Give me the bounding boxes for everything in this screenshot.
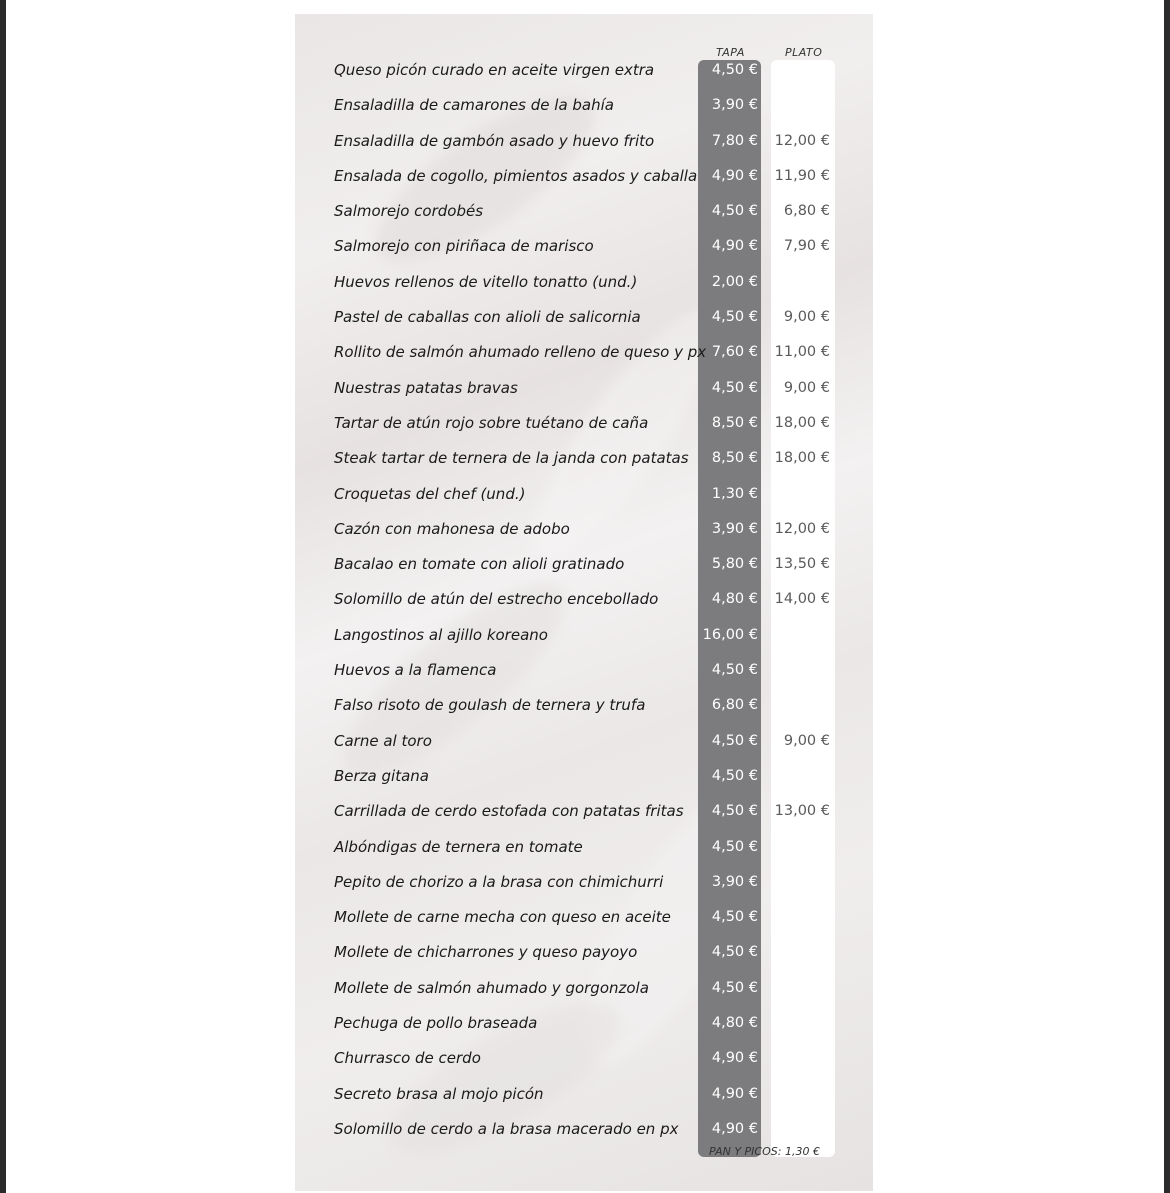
- menu-item-row: [295, 584, 873, 619]
- tapa-price: 3,90 €: [711, 97, 758, 114]
- tapa-price: 4,50 €: [711, 838, 758, 855]
- tapa-price: 4,50 €: [711, 662, 758, 679]
- menu-item-row: [295, 1114, 873, 1149]
- dish-name: Rollito de salmón ahumado relleno de queso y px: [334, 343, 707, 362]
- dish-name: Croquetas del chef (und.): [334, 484, 526, 503]
- dish-name: Churrasco de cerdo: [334, 1049, 481, 1068]
- tapa-price: 1,30 €: [711, 485, 758, 502]
- menu-item-row: [295, 1008, 873, 1043]
- left-frame-border: [0, 0, 6, 1193]
- menu-item-row: [295, 267, 873, 302]
- menu-item-row: [295, 90, 873, 125]
- plato-price: 11,00 €: [774, 344, 830, 361]
- tapa-price: 4,50 €: [711, 203, 758, 220]
- menu-item-row: [295, 549, 873, 584]
- plato-price: 7,90 €: [783, 238, 830, 255]
- dish-name: Queso picón curado en aceite virgen extra: [334, 61, 655, 79]
- menu-item-row: [295, 479, 873, 514]
- menu-item-row: [295, 832, 873, 867]
- tapa-price: 4,90 €: [711, 1085, 758, 1102]
- dish-name: Carrillada de cerdo estofada con patatas fritas: [334, 802, 684, 821]
- plato-price: 13,00 €: [774, 803, 830, 820]
- menu-item-row: [295, 796, 873, 831]
- menu-item-row: [295, 690, 873, 725]
- menu-item-row: [295, 161, 873, 196]
- plato-price: 14,00 €: [774, 591, 830, 608]
- dish-name: Huevos a la flamenca: [334, 661, 497, 680]
- menu-item-row: [295, 1043, 873, 1078]
- tapa-price: 4,80 €: [711, 591, 758, 608]
- dish-name: Pepito de chorizo a la brasa con chimichurri: [334, 872, 664, 891]
- dish-name: Huevos rellenos de vitello tonatto (und.): [334, 272, 638, 291]
- tapa-price: 4,50 €: [711, 909, 758, 926]
- menu-card: [295, 14, 873, 1191]
- plato-price: 12,00 €: [774, 132, 830, 149]
- tapa-price: 4,90 €: [711, 1050, 758, 1067]
- tapa-price: 4,50 €: [711, 309, 758, 326]
- dish-name: Mollete de chicharrones y queso payoyo: [334, 943, 638, 962]
- tapa-price: 4,50 €: [711, 767, 758, 784]
- dish-name: Nuestras patatas bravas: [334, 378, 518, 397]
- tapa-price: 3,90 €: [711, 520, 758, 537]
- tapa-price: 8,50 €: [711, 414, 758, 431]
- plato-price: 13,50 €: [774, 556, 830, 573]
- dish-name: Langostinos al ajillo koreano: [334, 625, 548, 644]
- menu-item-row: [295, 302, 873, 337]
- menu-item-row: [295, 443, 873, 478]
- plato-price: 9,00 €: [783, 309, 830, 326]
- menu-item-row: [295, 196, 873, 231]
- menu-item-row: [295, 514, 873, 549]
- dish-name: Ensaladilla de gambón asado y huevo frito: [334, 131, 655, 150]
- menu-item-row: [295, 126, 873, 161]
- dish-name: Secreto brasa al mojo picón: [334, 1084, 544, 1103]
- dish-name: Steak tartar de ternera de la janda con patatas: [334, 449, 689, 468]
- tapa-price: 2,00 €: [711, 273, 758, 290]
- dish-name: Mollete de carne mecha con queso en aceite: [334, 908, 671, 927]
- plato-price: 9,00 €: [783, 379, 830, 396]
- tapa-price: 16,00 €: [702, 626, 758, 643]
- menu-item-row: [295, 1079, 873, 1114]
- plato-price: 6,80 €: [783, 203, 830, 220]
- menu-item-row: [295, 337, 873, 372]
- tapa-price: 4,90 €: [711, 167, 758, 184]
- tapa-price: 4,50 €: [711, 944, 758, 961]
- tapa-price: 5,80 €: [711, 556, 758, 573]
- tapa-price: 6,80 €: [711, 697, 758, 714]
- bread-footnote: PAN Y PICOS: 1,30 €: [709, 1145, 820, 1158]
- dish-name: Salmorejo cordobés: [334, 202, 484, 221]
- dish-name: Falso risoto de goulash de ternera y trufa: [334, 696, 646, 715]
- menu-item-row: [295, 937, 873, 972]
- dish-name: Cazón con mahonesa de adobo: [334, 519, 570, 538]
- tapa-price: 7,60 €: [711, 344, 758, 361]
- menu-item-row: [295, 726, 873, 761]
- menu-item-row: [295, 55, 873, 90]
- right-frame-border: [1164, 0, 1170, 1193]
- tapa-price: 4,50 €: [711, 379, 758, 396]
- tapa-price: 4,80 €: [711, 1015, 758, 1032]
- tapa-price: 8,50 €: [711, 450, 758, 467]
- plato-price: 12,00 €: [774, 520, 830, 537]
- dish-name: Pechuga de pollo braseada: [334, 1014, 538, 1033]
- tapa-price: 3,90 €: [711, 873, 758, 890]
- dish-name: Carne al toro: [334, 731, 432, 750]
- dish-name: Mollete de salmón ahumado y gorgonzola: [334, 978, 649, 997]
- menu-item-list: [295, 55, 873, 1149]
- menu-item-row: [295, 620, 873, 655]
- tapa-price: 4,50 €: [711, 803, 758, 820]
- menu-item-row: [295, 655, 873, 690]
- dish-name: Ensalada de cogollo, pimientos asados y caballa: [334, 166, 698, 185]
- dish-name: Bacalao en tomate con alioli gratinado: [334, 555, 625, 574]
- tapa-header: TAPA: [716, 46, 745, 59]
- dish-name: Salmorejo con piriñaca de marisco: [334, 237, 594, 256]
- dish-name: Solomillo de atún del estrecho encebollado: [334, 590, 659, 609]
- dish-name: Berza gitana: [334, 766, 429, 785]
- menu-item-row: [295, 761, 873, 796]
- dish-name: Ensaladilla de camarones de la bahía: [334, 96, 614, 115]
- menu-item-row: [295, 408, 873, 443]
- dish-name: Pastel de caballas con alioli de salicornia: [334, 308, 641, 327]
- plato-price: 18,00 €: [774, 414, 830, 431]
- plato-price: 18,00 €: [774, 450, 830, 467]
- plato-header: PLATO: [785, 46, 823, 59]
- tapa-price: 4,90 €: [711, 1120, 758, 1137]
- tapa-price: 7,80 €: [711, 132, 758, 149]
- plato-price: 9,00 €: [783, 732, 830, 749]
- menu-item-row: [295, 902, 873, 937]
- tapa-price: 4,50 €: [711, 979, 758, 996]
- tapa-price: 4,50 €: [711, 62, 758, 78]
- dish-name: Albóndigas de ternera en tomate: [334, 837, 583, 856]
- dish-name: Solomillo de cerdo a la brasa macerado en px: [334, 1119, 679, 1138]
- menu-item-row: [295, 373, 873, 408]
- tapa-price: 4,90 €: [711, 238, 758, 255]
- menu-item-row: [295, 231, 873, 266]
- dish-name: Tartar de atún rojo sobre tuétano de caña: [334, 413, 649, 432]
- menu-item-row: [295, 867, 873, 902]
- plato-price: 11,90 €: [774, 167, 830, 184]
- menu-item-row: [295, 973, 873, 1008]
- tapa-price: 4,50 €: [711, 732, 758, 749]
